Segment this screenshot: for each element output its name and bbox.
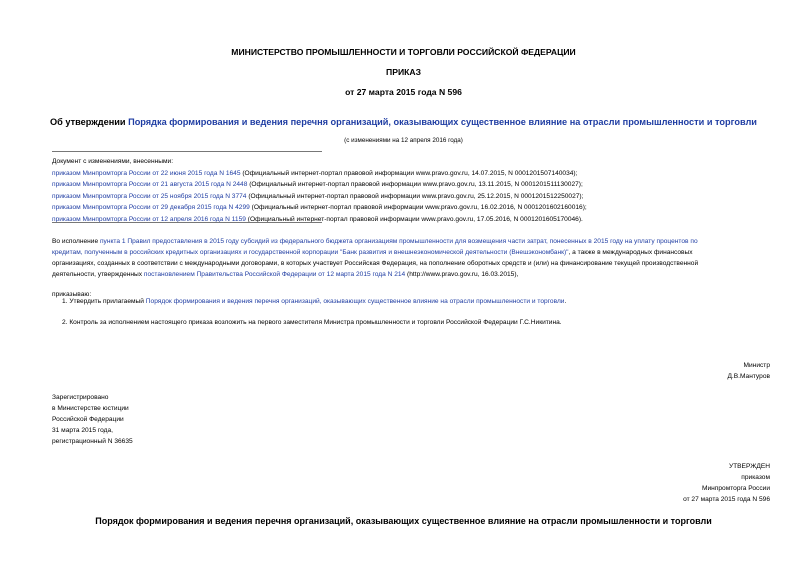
registration-line: 31 марта 2015 года,: [52, 427, 113, 434]
preamble-text: деятельности, утвержденных: [52, 271, 144, 278]
point-text: .: [564, 298, 567, 305]
change-item: [52, 191, 772, 203]
registration-line: регистрационный N 36635: [52, 438, 133, 445]
approved-block: [683, 461, 770, 505]
registration-block: [52, 392, 133, 447]
point-2: 2. Контроль за исполнением настоящего приказа возложить на первого заместителя Министра промышленности и торговли Российской Федерации Г.С.Никитина.: [62, 319, 562, 326]
signature-name: Д.В.Мантуров: [727, 373, 770, 380]
change-source: (Официальный интернет-портал правовой информации www.pravo.gov.ru, 25.12.2015, N 0001201512250027);: [246, 192, 584, 200]
registration-line: Зарегистрировано: [52, 394, 109, 401]
registration-line: Российской Федерации: [52, 416, 124, 423]
change-source: (Официальный интернет-портал правовой информации www.pravo.gov.ru, 13.11.2015, N 0001201511130027);: [247, 181, 583, 189]
divider-top: [52, 151, 322, 152]
changes-block: [52, 156, 772, 226]
appendix-title: Порядок формирования и ведения перечня организаций, оказывающих существенное влияние на отрасли промышленности и торговли: [95, 516, 712, 526]
rules-link-cont[interactable]: кредитам, полученным в российских кредитных организациях и государственной корпорации "Банк развития и внешнеэкономической деятельности (Внешэкономбанк)": [52, 249, 569, 256]
approved-line: приказом: [741, 474, 770, 481]
point-1: [62, 298, 566, 305]
change-source: (Официальный интернет-портал правовой информации www.pravo.gov.ru, 17.05.2016, N 0001201605170046).: [245, 215, 583, 223]
change-link[interactable]: приказом Минпромторга России от 12 апреля 2016 года N 1159: [52, 215, 246, 223]
change-source: (Официальный интернет-портал правовой информации www.pravo.gov.ru, 16.02.2016, N 0001201602160016);: [249, 204, 587, 212]
change-link[interactable]: приказом Минпромторга России от 25 ноября 2015 года N 3774: [52, 192, 247, 200]
signature-block: [727, 360, 770, 382]
approved-line: УТВЕРЖДЕН: [728, 463, 770, 470]
title-link[interactable]: Порядка формирования и ведения перечня организаций, оказывающих существенное влияние на отрасли промышленности и торговли: [128, 117, 757, 127]
change-item: [52, 214, 772, 226]
preamble-line-4: [52, 269, 766, 280]
approved-line: от 27 марта 2015 года N 596: [683, 496, 770, 503]
approved-line: Минпромторга России: [701, 485, 770, 492]
doc-type-heading: ПРИКАЗ: [386, 67, 421, 77]
preamble-line-3: организациях, созданных в соответствии с международными договорами, в которых участвует Российская Федерация, на пополнение оборотных средств и (или) на финансирование текущей производственной: [52, 260, 699, 267]
change-item: [52, 202, 772, 214]
order-word: приказываю:: [52, 291, 92, 298]
procedure-link[interactable]: Порядок формирования и ведения перечня организаций, оказывающих существенное влияние на отрасли промышленности и торговли: [145, 298, 565, 305]
ministry-heading: МИНИСТЕРСТВО ПРОМЫШЛЕННОСТИ И ТОРГОВЛИ РОССИЙСКОЙ ФЕДЕРАЦИИ: [231, 47, 576, 57]
change-source: (Официальный интернет-портал правовой информации www.pravo.gov.ru, 14.07.2015, N 0001201507140034);: [240, 169, 578, 177]
change-link[interactable]: приказом Минпромторга России от 22 июня 2015 года N 1645: [52, 169, 241, 177]
divider-bottom: [52, 222, 322, 223]
title-prefix: Об утверждении: [50, 117, 129, 127]
document-title: [0, 117, 807, 127]
changes-intro: Документ с изменениями, внесенными:: [52, 158, 174, 165]
preamble-text: Во исполнение: [52, 238, 100, 245]
preamble-line-2: [52, 247, 766, 258]
preamble-text: (http://www.pravo.gov.ru, 16.03.2015),: [405, 271, 519, 278]
change-link[interactable]: приказом Минпромторга России от 29 декабря 2015 года N 4299: [52, 204, 250, 212]
point-text: 1. Утвердить прилагаемый: [62, 298, 146, 305]
revision-note: (с изменениями на 12 апреля 2016 года): [344, 137, 463, 144]
preamble-line-1: [52, 236, 766, 247]
change-link[interactable]: приказом Минпромторга России от 21 августа 2015 года N 2448: [52, 181, 248, 189]
change-item: [52, 179, 772, 191]
change-item: [52, 168, 772, 180]
order-date-number: от 27 марта 2015 года N 596: [345, 87, 462, 97]
preamble-text: , а также в международных финансовых: [568, 249, 693, 256]
preamble: [52, 236, 766, 280]
signature-position: Министр: [743, 362, 770, 369]
rules-link[interactable]: пункта 1 Правил предоставления в 2015 году субсидий из федерального бюджета организациям промышленности для возмещения части затрат, понесенных в 2015 году на уплату процентов по: [99, 238, 698, 245]
resolution-link[interactable]: постановлением Правительства Российской Федерации от 12 марта 2015 года N 214: [143, 271, 406, 278]
registration-line: в Министерстве юстиции: [52, 405, 129, 412]
